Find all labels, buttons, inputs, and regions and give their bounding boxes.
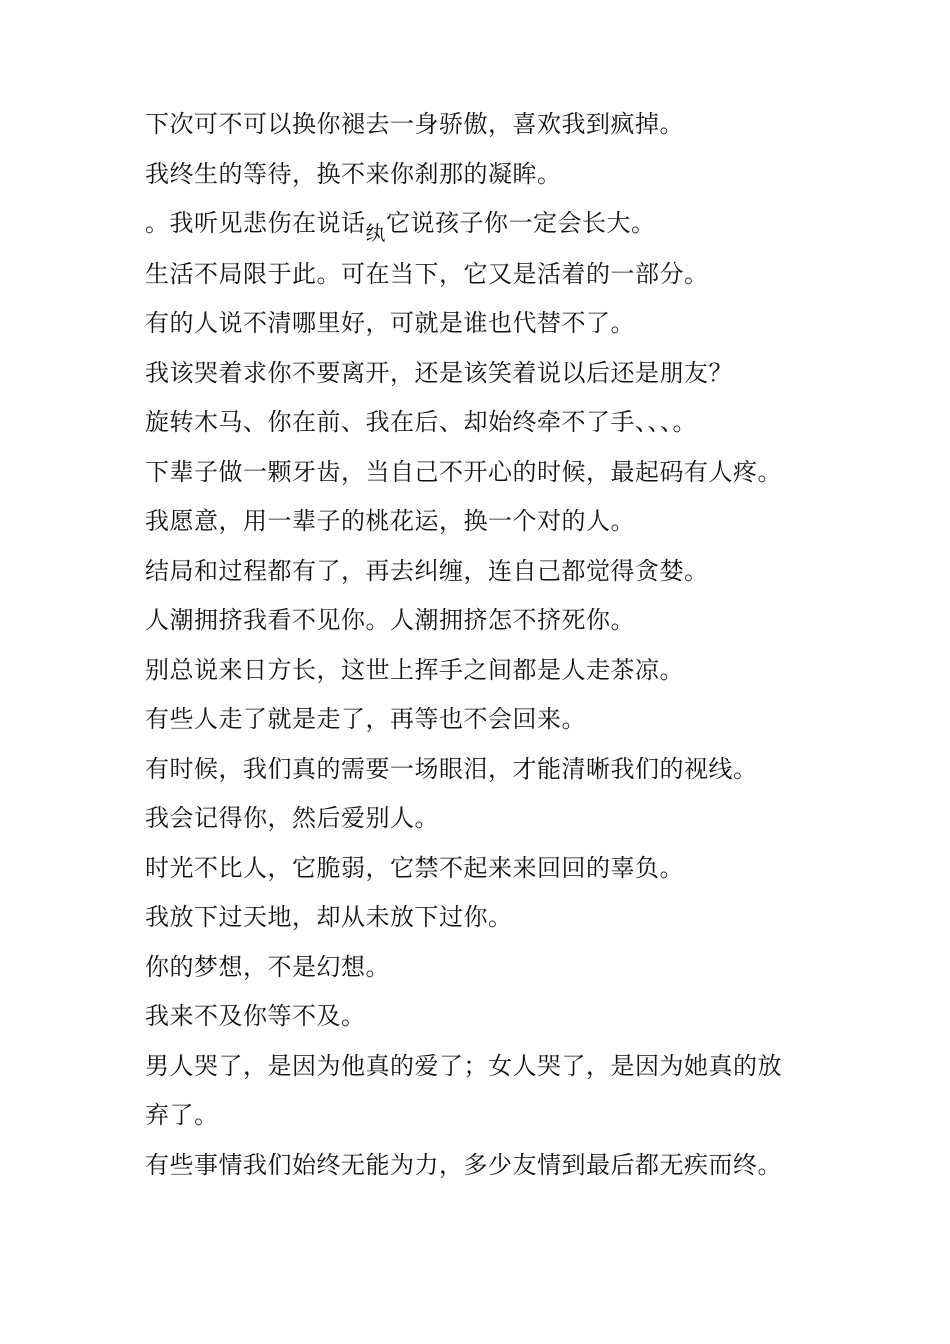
text-line: 我愿意，用一辈子的桃花运，换一个对的人。 [145, 507, 635, 535]
text-line: 你的梦想，不是幻想。 [145, 952, 390, 981]
stray-glyph: 纨 [365, 221, 386, 245]
text-line: 旋转木马、你在前、我在后、却始终牵不了手、、、。 [145, 408, 697, 436]
text-line: 我放下过天地，却从未放下过你。 [145, 903, 513, 931]
text-line: 有些人走了就是走了，再等也不会回来。 [145, 705, 586, 733]
text-body [145, 100, 810, 1190]
text-line: 我该哭着求你不要离开，还是该笑着说以后还是朋友？ [145, 358, 733, 387]
text-line-part: 它说孩子你一定会长大。 [386, 209, 656, 237]
text-line [145, 199, 810, 250]
text-line: 别总说来日方长，这世上挥手之间都是人走茶凉。 [145, 655, 684, 684]
text-line: 结局和过程都有了，再去纠缠，连自己都觉得贪婪。 [145, 556, 709, 585]
text-line: 生活不局限于此。可在当下，它又是活着的一部分。 [145, 259, 709, 288]
text-line: 时光不比人，它脆弱，它禁不起来来回回的辜负。 [145, 853, 684, 882]
text-line: 有的人说不清哪里好，可就是谁也代替不了。 [145, 309, 635, 337]
text-line: 弃了。 [145, 1101, 219, 1129]
text-line: 我来不及你等不及。 [145, 1002, 366, 1030]
text-line: 我会记得你，然后爱别人。 [145, 804, 439, 832]
text-line-part: 。我听见悲伤在说话 [145, 209, 366, 237]
text-line: 有时候，我们真的需要一场眼泪，才能清晰我们的视线。 [145, 754, 758, 783]
text-line: 人潮拥挤我看不见你。人潮拥挤怎不挤死你。 [145, 606, 635, 634]
text-line: 下次可不可以换你褪去一身骄傲，喜欢我到疯掉。 [145, 110, 684, 138]
text-line: 有些事情我们始终无能为力，多少友情到最后都无疾而终。 [145, 1150, 782, 1179]
text-line: 我终生的等待，换不来你刹那的凝眸。 [145, 159, 562, 188]
text-line: 男人哭了，是因为他真的爱了；女人哭了，是因为她真的放 [145, 1051, 782, 1080]
text-line: 下辈子做一颗牙齿，当自己不开心的时候，最起码有人疼。 [145, 457, 782, 486]
